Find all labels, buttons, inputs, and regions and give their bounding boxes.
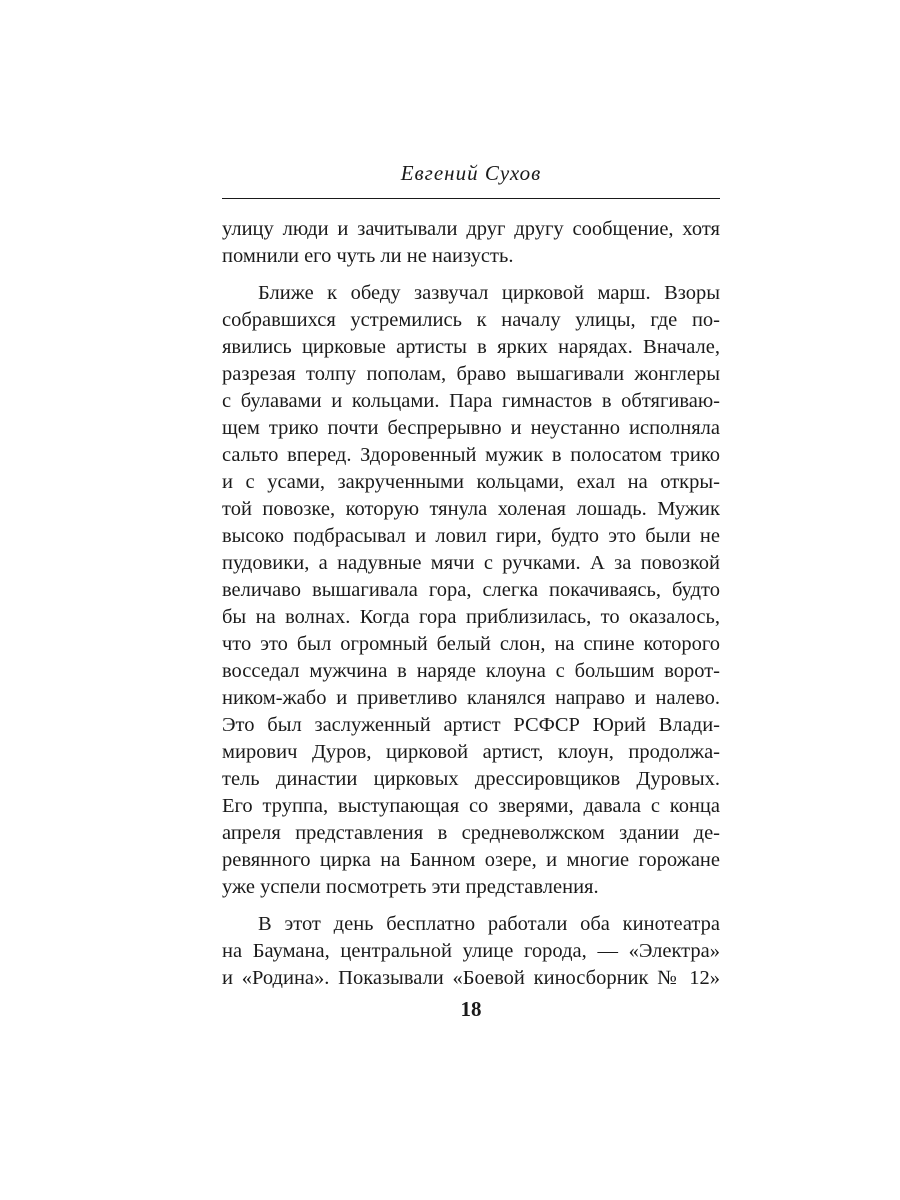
text-line: восседал мужчина в наряде клоуна с большим ворот- xyxy=(222,660,720,682)
text-line: мирович Дуров, цирковой артист, клоун, продолжа- xyxy=(222,741,720,763)
page-number: 18 xyxy=(460,997,482,1021)
text-line: Ближе к обеду зазвучал цирковой марш. Взоры xyxy=(258,282,720,304)
paragraph-gap xyxy=(222,901,720,911)
text-line: Это был заслуженный артист РСФСР Юрий Влади- xyxy=(222,714,720,736)
text-line: той повозке, которую тянула холеная лошадь. Мужик xyxy=(222,498,720,520)
text-line: с булавами и кольцами. Пара гимнастов в обтягиваю- xyxy=(222,390,720,412)
text-line: щем трико почти беспрерывно и неустанно исполняла xyxy=(222,417,720,439)
text-line: В этот день бесплатно работали оба кинотеатра xyxy=(258,913,720,935)
text-line: сальто вперед. Здоровенный мужик в полосатом трико xyxy=(222,444,720,466)
text-line: на Баумана, центральной улице города, — «Электра» xyxy=(222,940,720,962)
text-line: ником-жабо и приветливо кланялся направо и налево. xyxy=(222,687,720,709)
text-line: уже успели посмотреть эти представления. xyxy=(222,876,599,898)
text-line: и с усами, закрученными кольцами, ехал на откры- xyxy=(222,471,720,493)
text-line: тель династии цирковых дрессировщиков Дуровых. xyxy=(222,768,720,790)
text-line: разрезая толпу пополам, браво вышагивали жонглеры xyxy=(222,363,720,385)
text-line: и «Родина». Показывали «Боевой киносборник № 12» xyxy=(222,967,720,989)
running-head-author: Евгений Сухов xyxy=(400,161,542,185)
text-line: явились цирковые артисты в ярких нарядах. Вначале, xyxy=(222,336,720,358)
body-text xyxy=(222,216,720,992)
header-rule xyxy=(222,198,720,199)
text-line: Его труппа, выступающая со зверями, давала с конца xyxy=(222,795,720,817)
text-line: пудовики, а надувные мячи с ручками. А за повозкой xyxy=(222,552,720,574)
text-line: апреля представления в средневолжском здании де- xyxy=(222,822,720,844)
text-line: высоко подбрасывал и ловил гири, будто это были не xyxy=(222,525,720,547)
text-line: собравшихся устремились к началу улицы, где по- xyxy=(222,309,720,331)
text-line: бы на волнах. Когда гора приблизилась, то оказалось, xyxy=(222,606,720,628)
text-line: улицу люди и зачитывали друг другу сообщение, хотя xyxy=(222,218,720,240)
text-line: величаво вышагивала гора, слегка покачиваясь, будто xyxy=(222,579,720,601)
text-line: что это был огромный белый слон, на спине которого xyxy=(222,633,720,655)
paragraph-gap xyxy=(222,270,720,280)
text-line: ревянного цирка на Банном озере, и многие горожане xyxy=(222,849,720,871)
text-line: помнили его чуть ли не наизусть. xyxy=(222,245,514,267)
